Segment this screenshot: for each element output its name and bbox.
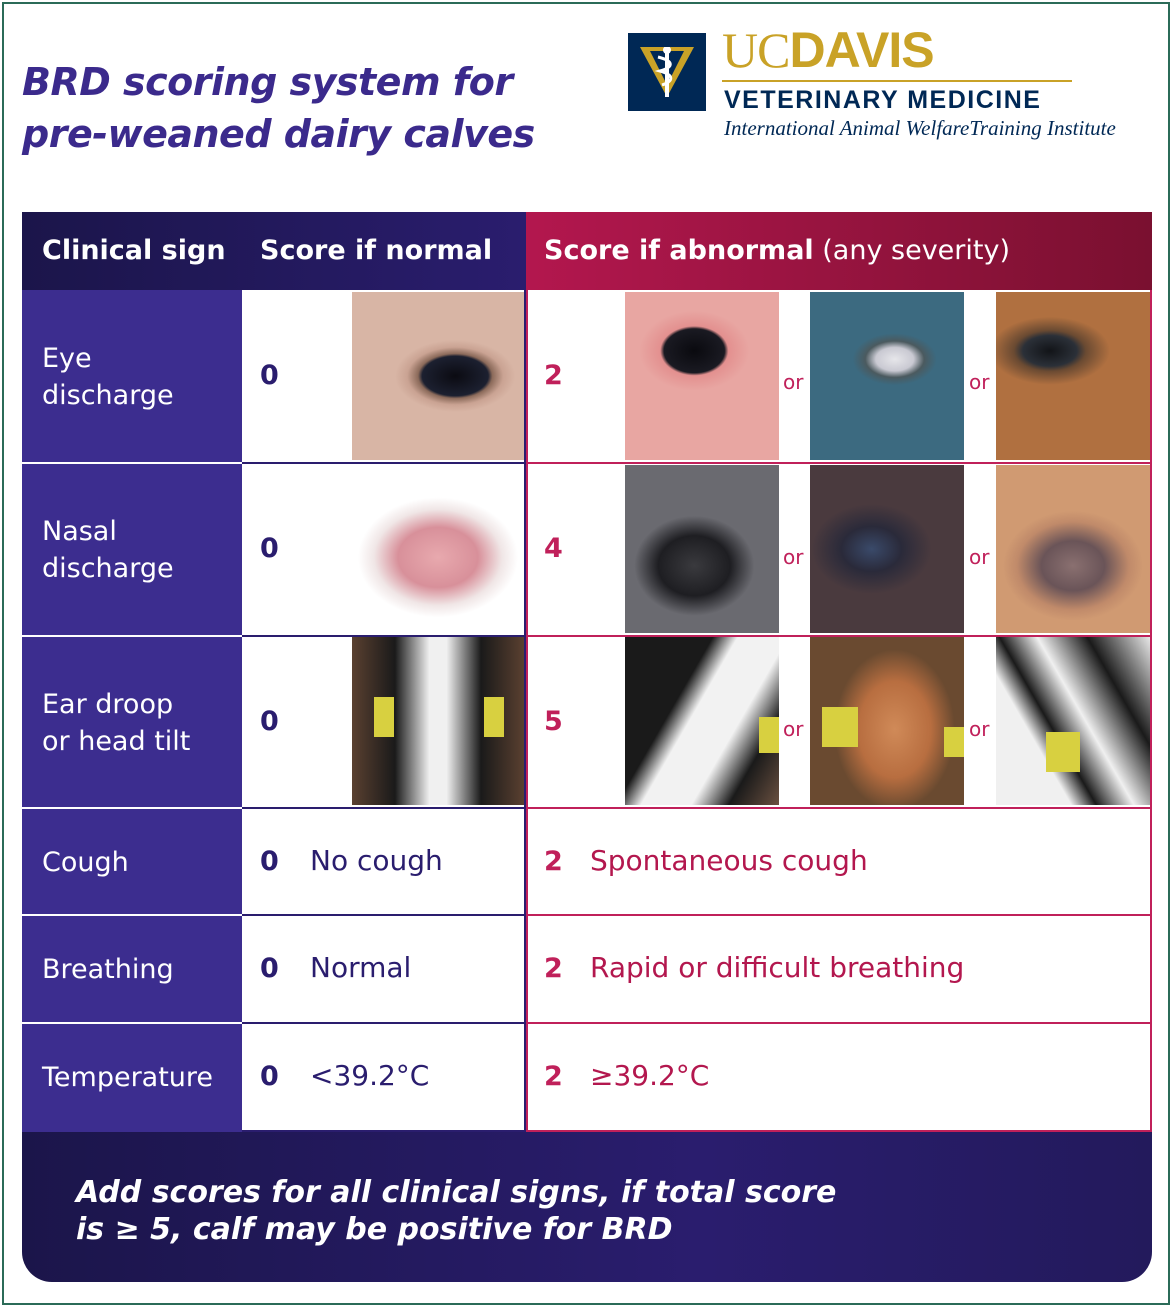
logo-department: VETERINARY MEDICINE bbox=[724, 86, 1042, 114]
page-title: BRD scoring system for pre-weaned dairy calves bbox=[22, 60, 535, 156]
normal-score: 0 bbox=[260, 360, 279, 391]
ucdavis-wordmark: UCDAVIS bbox=[722, 22, 934, 78]
logo-institute: International Animal WelfareTraining Institute bbox=[724, 116, 1116, 140]
caduceus-logo-icon bbox=[628, 33, 706, 111]
column-divider bbox=[524, 290, 526, 1132]
abnormal-text: Spontaneous cough bbox=[590, 844, 868, 877]
header-clinical-sign: Clinical sign bbox=[42, 235, 226, 266]
footer-note: Add scores for all clinical signs, if total score is ≥ 5, calf may be positive for BRD bbox=[76, 1175, 837, 1247]
abnormal-text: ≥39.2°C bbox=[590, 1059, 710, 1092]
normal-score: 0 bbox=[260, 1061, 279, 1092]
ear-tag-icon bbox=[822, 707, 858, 747]
abnormal-score: 4 bbox=[544, 533, 563, 564]
photo-abnormal-eye-1 bbox=[625, 292, 779, 460]
sign-nasal-discharge: Nasal discharge bbox=[42, 516, 174, 584]
normal-score: 0 bbox=[260, 953, 279, 984]
normal-score: 0 bbox=[260, 533, 279, 564]
row-divider bbox=[22, 462, 242, 464]
or-label: or bbox=[783, 717, 804, 741]
sign-eye-discharge: Eye discharge bbox=[42, 343, 174, 411]
photo-abnormal-eye-3 bbox=[996, 292, 1150, 460]
ear-tag-icon bbox=[374, 697, 394, 737]
or-label: or bbox=[783, 370, 804, 394]
or-label: or bbox=[969, 717, 990, 741]
normal-score: 0 bbox=[260, 846, 279, 877]
sign-cough: Cough bbox=[42, 847, 129, 878]
normal-text: Normal bbox=[310, 951, 412, 984]
row-divider bbox=[526, 914, 1152, 916]
row-divider bbox=[242, 462, 526, 464]
scoring-table bbox=[22, 212, 1152, 1132]
photo-normal-eye bbox=[352, 292, 524, 460]
abnormal-score: 2 bbox=[544, 360, 563, 391]
abnormal-score: 2 bbox=[544, 953, 563, 984]
photo-normal-nose bbox=[352, 465, 524, 633]
row-divider bbox=[22, 914, 242, 916]
normal-text: No cough bbox=[310, 844, 443, 877]
photo-abnormal-nose-3 bbox=[996, 465, 1150, 633]
normal-score: 0 bbox=[260, 706, 279, 737]
header-abnormal bbox=[526, 212, 1152, 290]
header-score-abnormal: Score if abnormal (any severity) bbox=[544, 235, 1010, 266]
row-divider bbox=[242, 914, 526, 916]
ear-tag-icon bbox=[484, 697, 504, 737]
or-label: or bbox=[783, 545, 804, 569]
photo-abnormal-calf-3 bbox=[996, 637, 1150, 805]
logo-divider bbox=[722, 80, 1072, 82]
row-divider bbox=[22, 807, 242, 809]
photo-abnormal-nose-2 bbox=[810, 465, 964, 633]
header-normal bbox=[22, 212, 526, 290]
photo-normal-calf bbox=[352, 637, 524, 805]
sign-temperature: Temperature bbox=[42, 1062, 214, 1093]
sign-ear-droop: Ear droop or head tilt bbox=[42, 689, 191, 757]
row-divider bbox=[242, 1022, 526, 1024]
or-label: or bbox=[969, 545, 990, 569]
footer-banner bbox=[22, 1132, 1152, 1282]
row-divider bbox=[22, 1022, 242, 1024]
abnormal-score: 5 bbox=[544, 706, 563, 737]
photo-abnormal-calf-1 bbox=[625, 637, 779, 805]
normal-text: <39.2°C bbox=[310, 1059, 430, 1092]
photo-abnormal-nose-1 bbox=[625, 465, 779, 633]
ear-tag-icon bbox=[1046, 732, 1080, 772]
row-divider bbox=[242, 807, 526, 809]
photo-abnormal-calf-2 bbox=[810, 637, 964, 805]
photo-abnormal-eye-2 bbox=[810, 292, 964, 460]
abnormal-score: 2 bbox=[544, 1061, 563, 1092]
row-divider bbox=[526, 462, 1152, 464]
ear-tag-icon bbox=[759, 717, 779, 753]
sign-breathing: Breathing bbox=[42, 954, 174, 985]
abnormal-text: Rapid or difficult breathing bbox=[590, 951, 965, 984]
or-label: or bbox=[969, 370, 990, 394]
row-divider bbox=[526, 807, 1152, 809]
abnormal-score: 2 bbox=[544, 846, 563, 877]
ear-tag-icon bbox=[944, 727, 964, 757]
row-divider bbox=[526, 1022, 1152, 1024]
row-divider bbox=[22, 635, 242, 637]
header-score-normal: Score if normal bbox=[260, 235, 493, 266]
